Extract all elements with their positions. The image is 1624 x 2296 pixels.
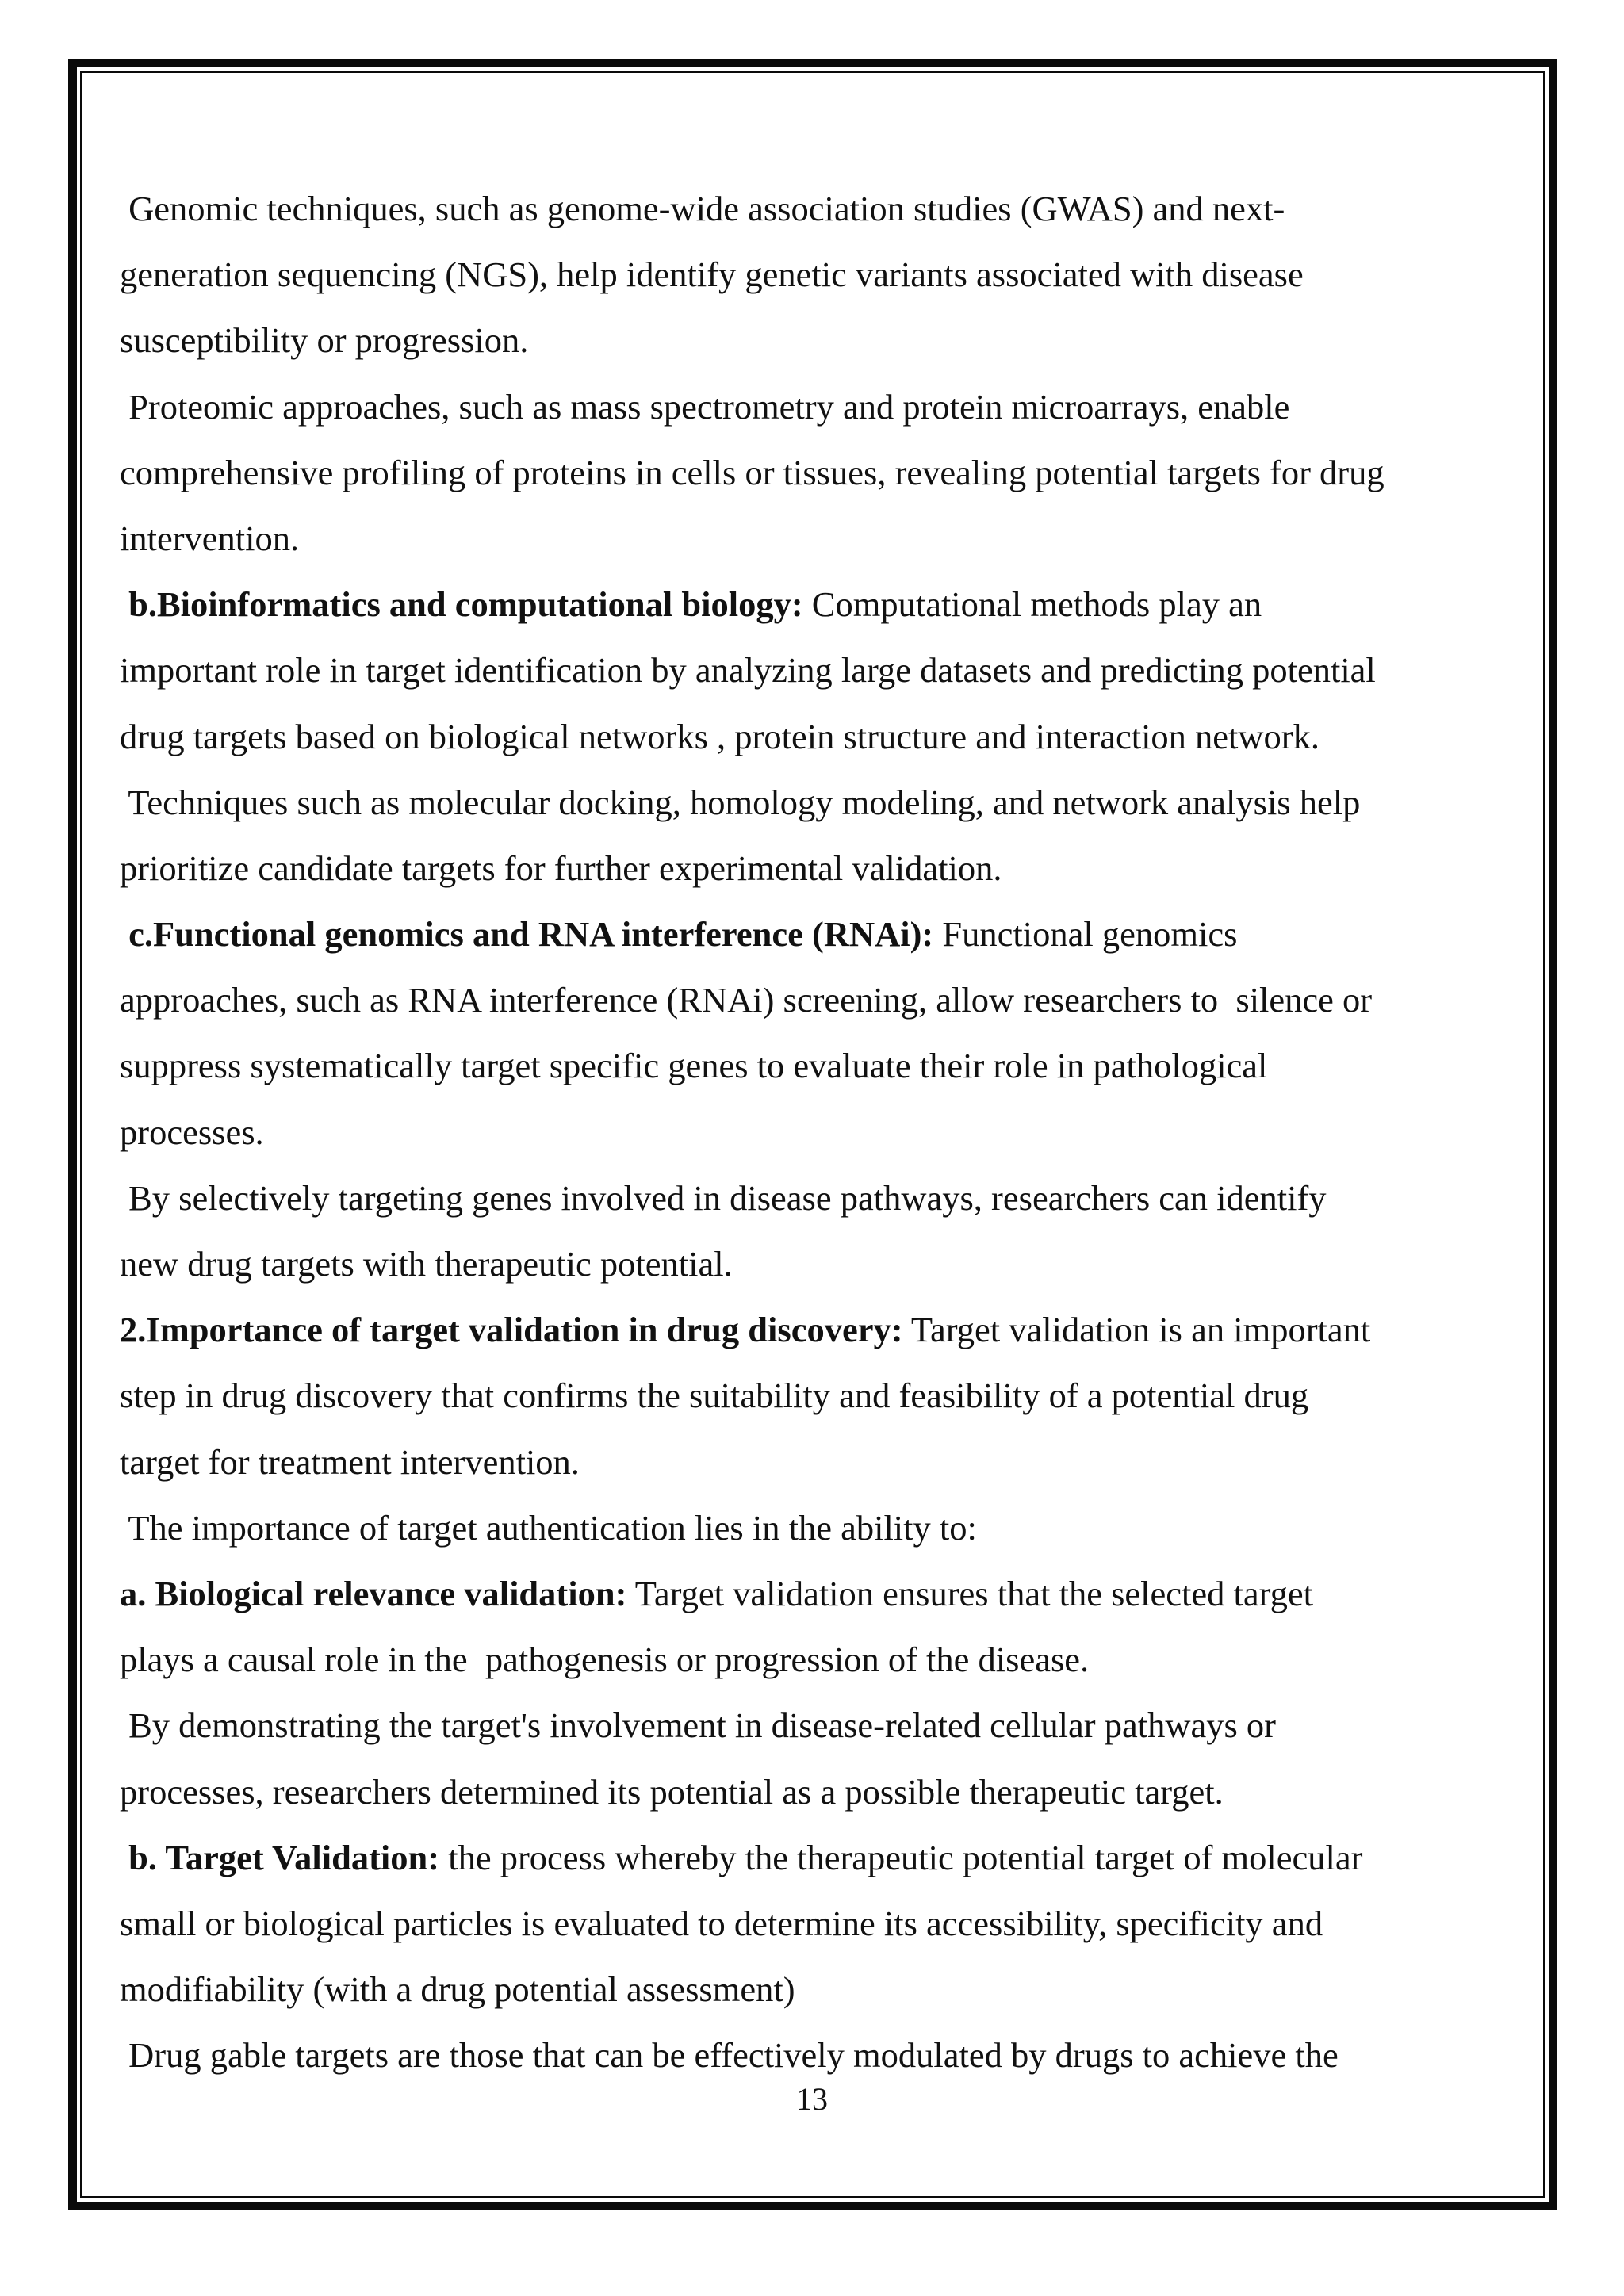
line-text: By demonstrating the target's involvement in disease-related cellular pathways or	[120, 1705, 1276, 1746]
line-text: intervention.	[120, 518, 300, 558]
text-line	[120, 1957, 1515, 2022]
text-line	[120, 374, 1515, 440]
text-line	[120, 1231, 1515, 1297]
line-text: approaches, such as RNA interference (RNAi) screening, allow researchers to silence or	[120, 980, 1373, 1020]
text-line	[120, 1759, 1515, 1825]
bold-heading: b. Target Validation:	[120, 1837, 440, 1877]
text-line	[120, 440, 1515, 506]
text-line	[120, 242, 1515, 308]
line-text: small or biological particles is evaluated to determine its accessibility, specificity and	[120, 1903, 1323, 1943]
body-text	[120, 176, 1515, 2088]
line-text: Computational methods play an	[802, 584, 1262, 625]
bold-heading: 2.Importance of target validation in drug discovery:	[120, 1310, 903, 1350]
line-text: Proteomic approaches, such as mass spectrometry and protein microarrays, enable	[120, 386, 1290, 427]
line-text: Genomic techniques, such as genome-wide association studies (GWAS) and next-	[120, 189, 1285, 228]
text-line	[120, 637, 1515, 703]
text-line	[120, 1891, 1515, 1957]
text-line	[120, 901, 1515, 967]
text-line	[120, 1100, 1515, 1165]
text-line	[120, 1693, 1515, 1758]
text-line	[120, 176, 1515, 242]
bold-heading: c.Functional genomics and RNA interference (RNAi):	[120, 914, 934, 955]
line-text: target for treatment intervention.	[120, 1441, 580, 1482]
line-text: susceptibility or progression.	[120, 320, 529, 361]
line-text: step in drug discovery that confirms the suitability and feasibility of a potential drug	[120, 1376, 1309, 1416]
text-line	[120, 1033, 1515, 1099]
text-line	[120, 836, 1515, 901]
text-line	[120, 308, 1515, 373]
line-text: the process whereby the therapeutic potential target of molecular	[439, 1837, 1363, 1877]
text-line	[120, 1825, 1515, 1891]
line-text: Techniques such as molecular docking, homology modeling, and network analysis help	[120, 782, 1361, 822]
line-text: generation sequencing (NGS), help identify genetic variants associated with disease	[120, 254, 1304, 295]
line-text: By selectively targeting genes involved in disease pathways, researchers can identify	[120, 1177, 1327, 1218]
line-text: important role in target identification by analyzing large datasets and predicting potential	[120, 650, 1376, 691]
text-line	[120, 967, 1515, 1033]
line-text: processes, researchers determined its potential as a possible therapeutic target.	[120, 1771, 1224, 1812]
text-line	[120, 506, 1515, 572]
line-text: The importance of target authentication lies in the ability to:	[120, 1507, 977, 1548]
page-number: 13	[796, 2081, 828, 2117]
bold-heading: b.Bioinformatics and computational biology:	[120, 584, 803, 625]
text-line	[120, 1363, 1515, 1429]
line-text: new drug targets with therapeutic potential.	[120, 1244, 733, 1284]
text-line	[120, 572, 1515, 637]
text-line	[120, 770, 1515, 836]
line-text: modifiability (with a drug potential assessment)	[120, 1969, 795, 2010]
line-text: Drug gable targets are those that can be effectively modulated by drugs to achieve the	[120, 2035, 1339, 2076]
text-line	[120, 704, 1515, 770]
text-line	[120, 1495, 1515, 1561]
line-text: Functional genomics	[933, 914, 1238, 955]
line-text: Target validation ensures that the selected target	[626, 1573, 1314, 1613]
line-text: plays a causal role in the pathogenesis or progression of the disease.	[120, 1640, 1090, 1680]
line-text: Target validation is an important	[902, 1310, 1371, 1350]
line-text: comprehensive profiling of proteins in cells or tissues, revealing potential targets for drug	[120, 452, 1385, 492]
line-text: processes.	[120, 1112, 264, 1152]
text-line	[120, 1429, 1515, 1495]
line-text: prioritize candidate targets for further experimental validation.	[120, 848, 1002, 888]
text-line	[120, 1165, 1515, 1231]
bold-heading: a. Biological relevance validation:	[120, 1573, 627, 1613]
text-line	[120, 1561, 1515, 1627]
line-text: drug targets based on biological networks , protein structure and interaction network.	[120, 716, 1320, 756]
line-text: suppress systematically target specific genes to evaluate their role in pathological	[120, 1046, 1268, 1086]
text-line	[120, 2022, 1515, 2088]
text-line	[120, 1627, 1515, 1693]
text-line	[120, 1297, 1515, 1363]
